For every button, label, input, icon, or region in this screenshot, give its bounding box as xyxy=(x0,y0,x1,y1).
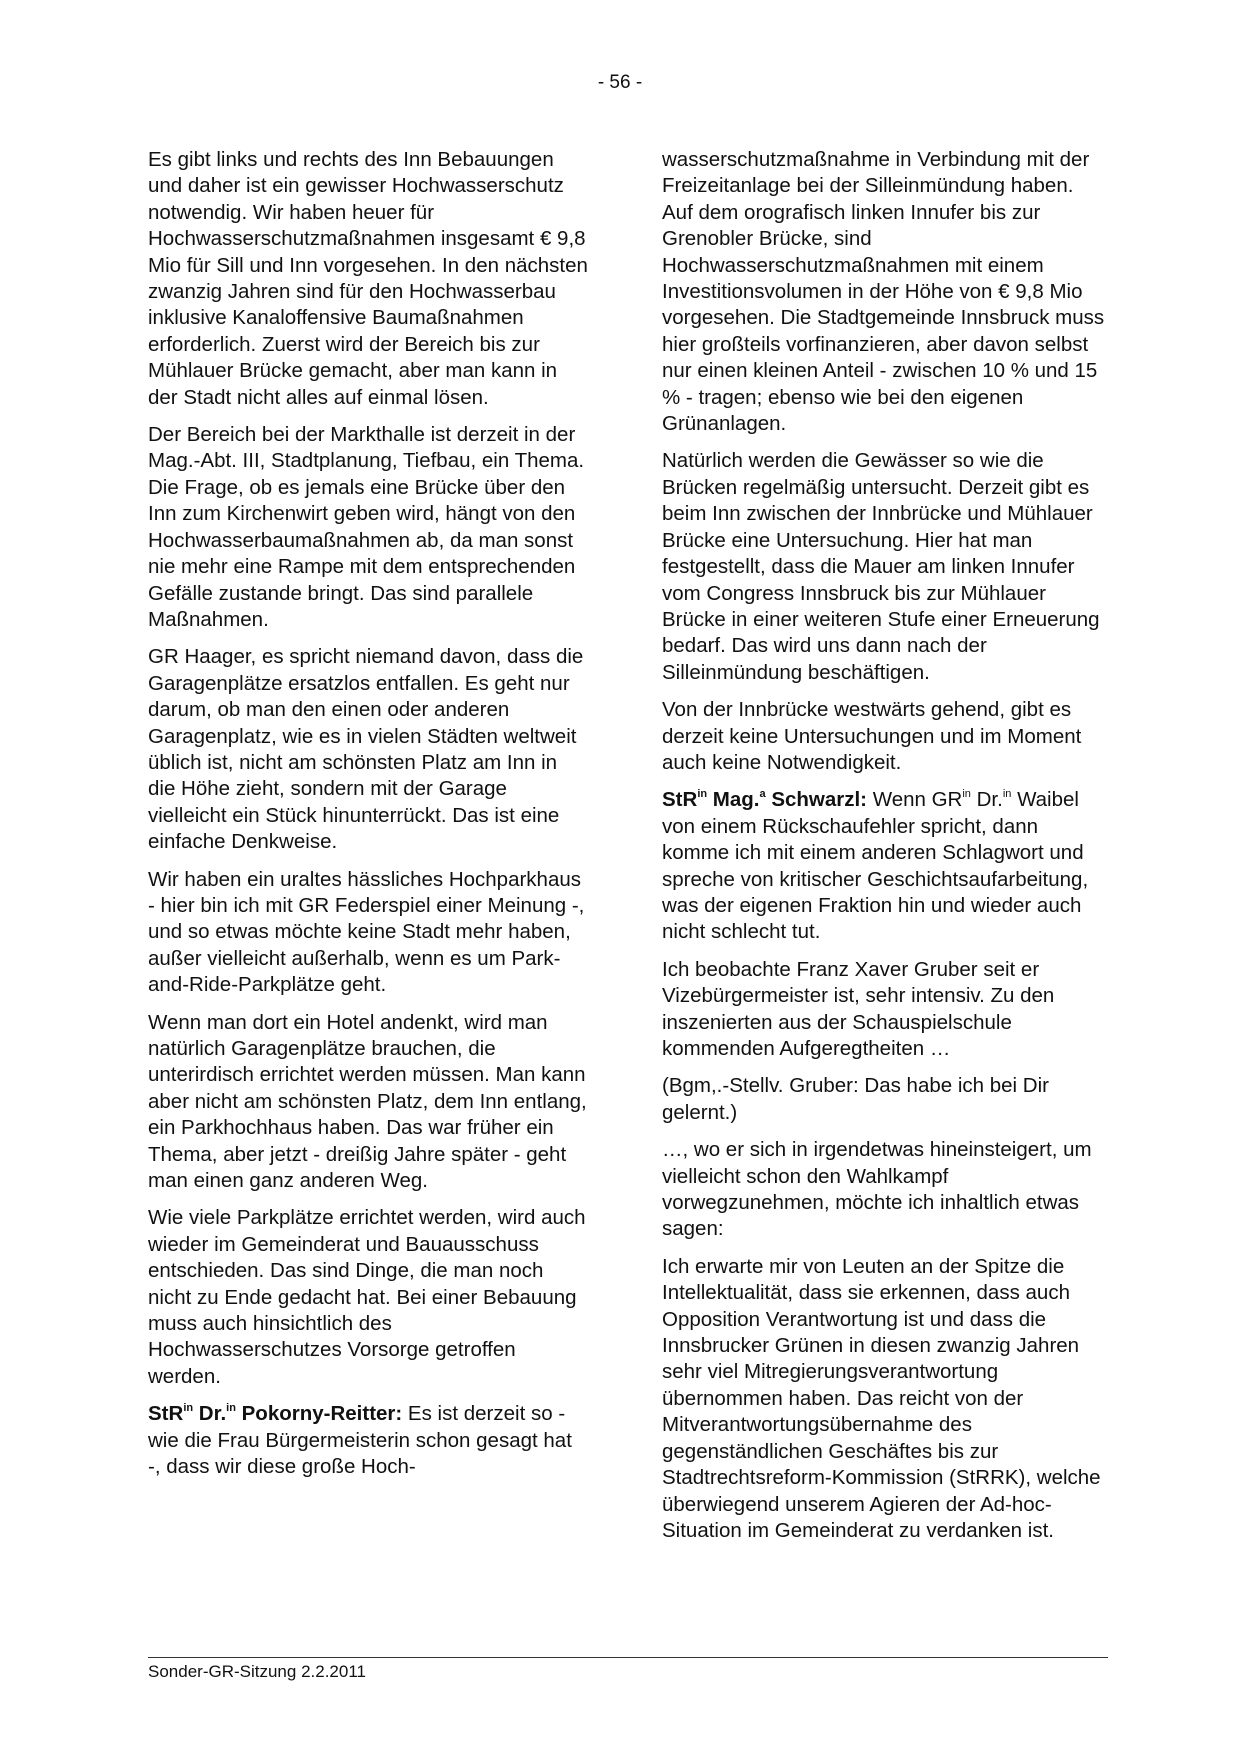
paragraph: Der Bereich bei der Markthalle ist derzeit in der Mag.-Abt. III, Stadtplanung, Tiefbau, ein Thema. Die Frage, ob es jemals eine Brücke über den Inn zum Kirchenwirt geben wird, hängt von den Hochwasserbaumaßnahmen ab, da man sonst nie mehr eine Rampe mit dem entsprechenden Gefälle zustande bringt. Das sind parallele Maßnahmen. xyxy=(148,423,585,631)
speech-text: Es ist derzeit so - wie die Frau Bürgermeisterin schon gesagt hat -, dass wir diese große Hoch- xyxy=(148,1402,572,1479)
paragraph: GR Haager, es spricht niemand davon, dass die Garagenplätze ersatzlos entfallen. Es geht nur darum, ob man den einen oder anderen Garagenplatz, wie es in vielen Städten weltweit üblich ist, nicht am schönsten Platz am Inn in die Höhe zieht, sondern mit der Garage vielleicht ein Stück hinunterrückt. Das ist eine einfache Denkweise. xyxy=(148,645,584,854)
paragraph: Es gibt links und rechts des Inn Bebauungen und daher ist ein gewisser Hochwasserschutz notwendig. Wir haben heuer für Hochwasserschutzmaßnahmen insgesamt € 9,8 Mio für Sill und Inn vorgesehen. In den nächsten zwanzig Jahren sind für den Hochwasserbau inklusive Kanaloffensive Baumaßnahmen erforderlich. Zuerst wird der Bereich bis zur Mühlauer Brücke gemacht, aber man kann in der Stadt nicht alles auf einmal lösen. xyxy=(148,148,588,409)
paragraph: Wenn man dort ein Hotel andenkt, wird man natürlich Garagenplätze brauchen, die unterirdisch errichtet werden müssen. Man kann aber nicht am schönsten Platz, dem Inn entlang, ein Parkhochhaus haben. Das war früher ein Thema, aber jetzt - dreißig Jahre später - geht man einen ganz anderen Weg. xyxy=(148,1010,587,1193)
page-number: - 56 - xyxy=(597,72,643,93)
footer-text: Sonder-GR-Sitzung 2.2.2011 xyxy=(148,1662,366,1681)
paragraph: Ich erwarte mir von Leuten an der Spitze die Intellektualität, dass sie erkennen, dass auch Opposition Verantwortung ist und dass die Innsbrucker Grünen in diesen zwanzig Jahren sehr viel Mitregierungsverantwortung übernommen haben. Das reicht von der Mitverantwortungsübernahme des gegenständlichen Geschäftes bis zur Stadtrechtsreform-Kommission (StRRK), welche überwiegend unserem Agieren der Ad-hoc-Situation im Gemeinderat zu verdanken ist. xyxy=(662,1254,1101,1542)
paragraph: …, wo er sich in irgendetwas hineinsteigert, um vielleicht schon den Wahlkampf vorwegzunehmen, möchte ich inhaltlich etwas sagen: xyxy=(662,1138,1092,1241)
right-column xyxy=(662,147,1108,1555)
paragraph: Wir haben ein uraltes hässliches Hochparkhaus - hier bin ich mit GR Federspiel einer Meinung -, und so etwas möchte keine Stadt mehr haben, außer vielleicht außerhalb, wenn es um Park-and-Ride-Parkplätze geht. xyxy=(148,867,585,997)
left-column xyxy=(148,147,588,1492)
paragraph: wasserschutzmaßnahme in Verbindung mit der Freizeitanlage bei der Silleinmündung haben. Auf dem orografisch linken Innufer bis zur Grenobler Brücke, sind Hochwasserschutzmaßnahmen mit einem Investitionsvolumen in der Höhe von € 9,8 Mio vorgesehen. Die Stadtgemeinde Innsbruck muss hier großteils vorfinanzieren, aber davon selbst nur einen kleinen Anteil - zwischen 10 % und 15 % - tragen; ebenso wie bei den eigenen Grünanlagen. xyxy=(662,148,1105,436)
paragraph: Wie viele Parkplätze errichtet werden, wird auch wieder im Gemeinderat und Bauausschuss entschieden. Das sind Dinge, die man noch nicht zu Ende gedacht hat. Bei einer Bebauung muss auch hinsichtlich des Hochwasserschutzes Vorsorge getroffen werden. xyxy=(148,1206,586,1388)
footer-divider xyxy=(148,1657,1108,1658)
interjection: (Bgm,.-Stellv. Gruber: Das habe ich bei Dir gelernt.) xyxy=(662,1074,1049,1124)
paragraph: Von der Innbrücke westwärts gehend, gibt es derzeit keine Untersuchungen und im Moment auch keine Notwendigkeit. xyxy=(662,698,1082,774)
paragraph: Ich beobachte Franz Xaver Gruber seit er Vizebürgermeister ist, sehr intensiv. Zu den inszenierten aus der Schauspielschule kommenden Aufgeregtheiten … xyxy=(662,957,1055,1060)
speaker-name: StR$^{in}$ Dr.$^{in}$ Pokorny-Reitter: xyxy=(148,1402,403,1426)
speaker-paragraph-pokorny xyxy=(148,1401,588,1480)
speaker-paragraph-schwarzl: StR$^{in}$ Mag.$^a$ Schwarzl: Wenn $GR^{in}$ Dr.$^{in}$ Waibel von einem Rückschaufehler spricht, dann komme ich mit einem anderen Schlagwort und spreche von kritischer Geschichtsaufarbeitung, was der eigenen Fraktion hin und wieder auch nicht schlecht tut. xyxy=(662,788,1089,944)
speaker-name: StR$^{in}$ Mag.$^a$ Schwarzl: xyxy=(662,788,868,812)
paragraph: Natürlich werden die Gewässer so wie die Brücken regelmäßig untersucht. Derzeit gibt es beim Inn zwischen der Innbrücke und Mühlauer Brücke eine Untersuchung. Hier hat man festgestellt, dass die Mauer am linken Innufer vom Congress Innsbruck bis zur Mühlauer Brücke in einer weiteren Stufe einer Erneuerung bedarf. Das wird uns dann nach der Silleinmündung beschäftigen. xyxy=(662,449,1100,684)
